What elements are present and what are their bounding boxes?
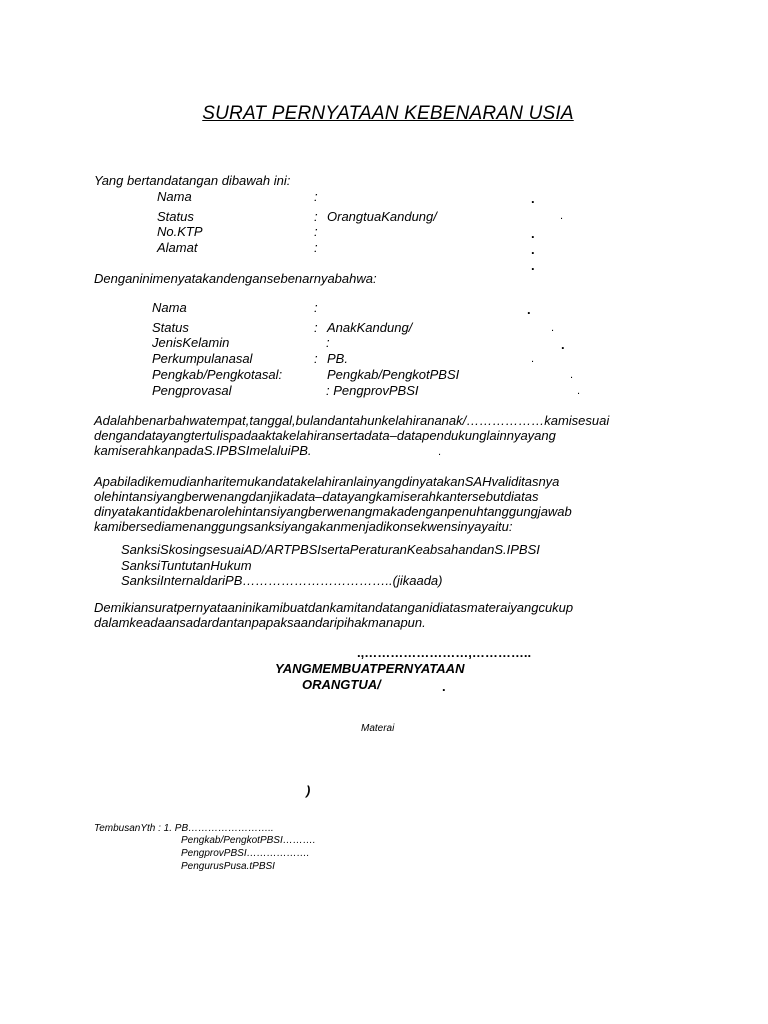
child-pengkab-value: Pengkab/PengkotPBSI [327, 367, 460, 382]
child-pengkab-dot: . [570, 369, 574, 381]
signature-paren: ) [306, 783, 311, 798]
tembusan-item: PengurusPusa.tPBSI [181, 861, 275, 872]
document-title: SURAT PERNYATAAN KEBENARAN USIA [202, 103, 574, 124]
signer-title: YANGMEMBUATPERNYATAAN [275, 661, 465, 676]
paragraph-statement-line: dengandatayangtertulispadaaktakelahiransertadata–datapendukunglainnyayang [94, 428, 556, 443]
paragraph-statement-dot: . [438, 446, 442, 458]
materai-label: Materai [361, 723, 395, 734]
parent-status-colon: : [314, 209, 318, 224]
child-status-label: Status [152, 320, 189, 335]
parent-status-dot: . [560, 210, 564, 222]
signer-role-dot: . [442, 679, 446, 694]
intro-text: Yang bertandatangan dibawah ini: [94, 173, 291, 188]
child-jk-dot: . [561, 337, 565, 352]
child-nama-colon: : [314, 300, 318, 315]
paragraph-closing-line: dalamkeadaansadardantanpapaksaandaripihakmanapun. [94, 615, 426, 630]
parent-alamat-colon: : [314, 240, 318, 255]
paragraph-liability-line: ApabiladikemudianharitemukandatakelahiranlainyangdinyatakanSAHvaliditasnya [94, 474, 560, 489]
child-jk-colon: : [326, 335, 330, 350]
child-status-value: AnakKandung/ [327, 320, 413, 335]
declare-text: Denganinimenyatakandengansebenarnyabahwa: [94, 271, 377, 286]
child-status-colon: : [314, 320, 318, 335]
child-pengkab-label: Pengkab/Pengkotasal: [152, 367, 283, 382]
parent-nama-colon: : [314, 189, 318, 204]
paragraph-liability-line: olehintansiyangberwenangdanjikadata–datayangkamiserahkantersebutdiatas [94, 489, 539, 504]
child-club-value: PB. [327, 351, 348, 366]
child-club-dot: . [531, 353, 535, 365]
parent-alamat-label: Alamat [157, 240, 198, 255]
paragraph-liability-line: kamibersediamenanggungsanksiyangakanmenjadikonsekwensinyayaitu: [94, 519, 513, 534]
parent-alamat-dot: . [531, 242, 535, 257]
parent-status-value: OrangtuaKandung/ [327, 209, 437, 224]
parent-nama-dot: . [531, 191, 535, 206]
tembusan-label: TembusanYth : 1. PB…………………….. [94, 823, 274, 834]
paragraph-statement-line: Adalahbenarbahwatempat,tanggal,bulandantahunkelahirananak/………………kamisesuai [94, 413, 610, 428]
child-club-colon: : [314, 351, 318, 366]
child-status-dot: . [551, 322, 555, 334]
signer-role: ORANGTUA/ [302, 677, 381, 692]
sanction-item: SanksiSkosingsesuaiAD/ARTPBSIsertaPeraturanKeabsahandanS.IPBSI [121, 542, 540, 557]
child-nama-dot: . [527, 302, 531, 317]
paragraph-closing [94, 600, 694, 630]
tembusan-item: PengprovPBSI………………. [181, 848, 310, 859]
child-club-label: Perkumpulanasal [152, 351, 253, 366]
paragraph-statement [94, 413, 694, 458]
parent-nama-label: Nama [157, 189, 192, 204]
paragraph-liability-line: dinyatakantidakbenarolehintansiyangberwenangmakadenganpenuhtanggungjawab [94, 504, 572, 519]
place-date: .,……………………,………….. [357, 645, 532, 660]
tembusan-item: Pengkab/PengkotPBSI………. [181, 835, 316, 846]
sanction-item: SanksiTuntutanHukum [121, 558, 252, 573]
parent-ktp-dot: . [531, 226, 535, 241]
paragraph-closing-line: Demikiansuratpernyataaninikamibuatdankamitandatanganidiatasmateraiyangcukup [94, 600, 574, 615]
parent-ktp-label: No.KTP [157, 224, 203, 239]
child-nama-label: Nama [152, 300, 187, 315]
paragraph-liability [94, 474, 694, 534]
sanction-item: SanksiInternaldariPB……………………………..(jikaada) [121, 573, 443, 588]
child-pengprov-value: : PengprovPBSI [326, 383, 419, 398]
child-pengprov-label: Pengprovasal [152, 383, 232, 398]
parent-ktp-colon: : [314, 224, 318, 239]
paragraph-statement-line: kamiserahkanpadaS.IPBSImelaluiPB. [94, 443, 312, 458]
parent-alamat-dot-2: . [531, 258, 535, 273]
child-pengprov-dot: . [577, 385, 581, 397]
parent-status-label: Status [157, 209, 194, 224]
child-jk-label: JenisKelamin [152, 335, 230, 350]
